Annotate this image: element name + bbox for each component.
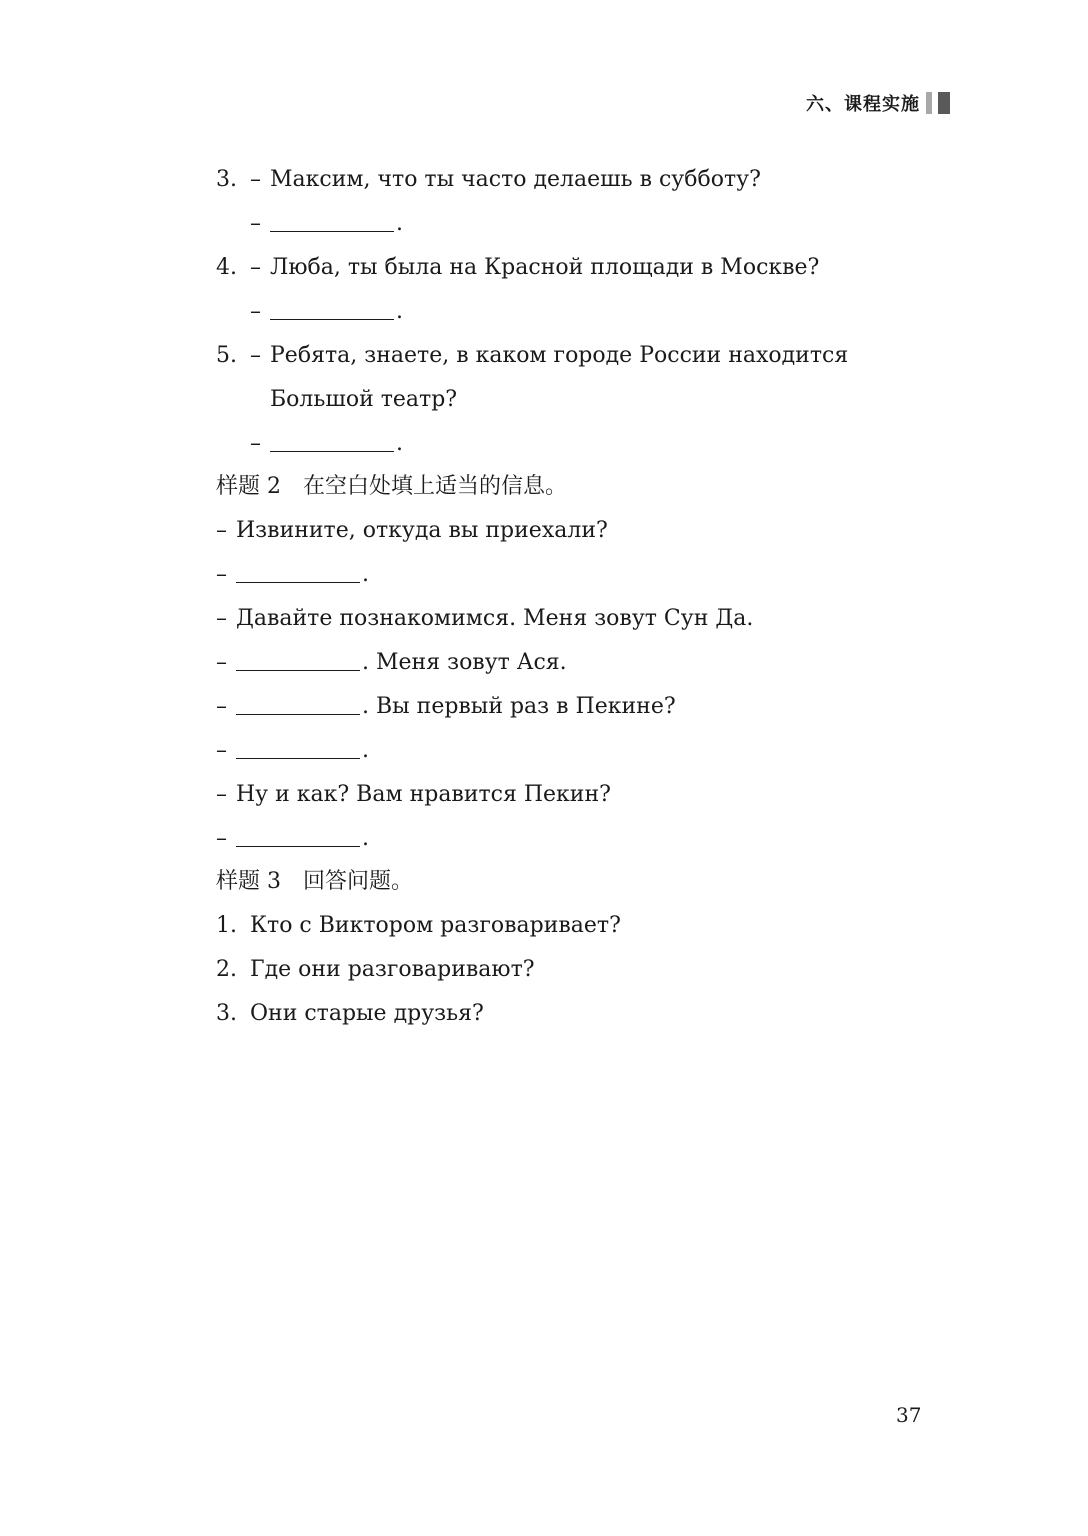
sample-3-question-2 bbox=[216, 955, 535, 985]
sample-3-heading bbox=[216, 867, 413, 897]
fill-in-blank[interactable] bbox=[270, 431, 394, 452]
dialogue-text: . Меня зовут Ася. bbox=[362, 650, 567, 675]
dialogue-line-3 bbox=[216, 604, 753, 634]
dialogue-text: . bbox=[362, 738, 369, 763]
fill-in-blank[interactable] bbox=[236, 650, 360, 671]
fill-in-blank[interactable] bbox=[236, 738, 360, 759]
dialogue-dash: – bbox=[250, 343, 261, 368]
question-number: 2. bbox=[216, 957, 237, 982]
fill-in-blank[interactable] bbox=[236, 694, 360, 715]
answer-blank-5 bbox=[250, 429, 403, 459]
sentence-end: . bbox=[396, 431, 403, 456]
dialogue-text: . Вы первый раз в Пекине? bbox=[362, 694, 676, 719]
dialogue-line-7 bbox=[216, 780, 611, 810]
sentence-end: . bbox=[396, 299, 403, 324]
dialogue-dash: – bbox=[216, 518, 227, 543]
question-3 bbox=[216, 165, 761, 195]
page-number: 37 bbox=[896, 1403, 922, 1427]
dialogue-dash: – bbox=[250, 299, 261, 324]
running-header bbox=[806, 90, 950, 116]
dialogue-line-6 bbox=[216, 736, 369, 766]
fill-in-blank[interactable] bbox=[236, 826, 360, 847]
dialogue-dash: – bbox=[216, 650, 227, 675]
chapter-title: 六、课程实施 bbox=[806, 94, 920, 115]
sample-label: 样题 2 bbox=[216, 474, 281, 499]
header-bar-dark bbox=[938, 92, 950, 114]
dialogue-text: . bbox=[362, 562, 369, 587]
fill-in-blank[interactable] bbox=[270, 211, 394, 232]
dialogue-dash: – bbox=[216, 738, 227, 763]
dialogue-line-5 bbox=[216, 692, 676, 722]
dialogue-dash: – bbox=[216, 562, 227, 587]
sample-instruction: 回答问题。 bbox=[303, 869, 414, 894]
question-4 bbox=[216, 253, 819, 283]
dialogue-text: Извините, откуда вы приехали? bbox=[236, 518, 608, 543]
dialogue-dash: – bbox=[250, 431, 261, 456]
question-5 bbox=[216, 341, 848, 371]
dialogue-dash: – bbox=[250, 167, 261, 192]
sentence-end: . bbox=[396, 211, 403, 236]
question-5-continuation bbox=[270, 385, 457, 415]
question-text: Кто с Виктором разговаривает? bbox=[250, 913, 621, 938]
dialogue-dash: – bbox=[250, 255, 261, 280]
header-bar-light bbox=[926, 92, 932, 114]
fill-in-blank[interactable] bbox=[270, 299, 394, 320]
dialogue-dash: – bbox=[250, 211, 261, 236]
question-number: 3. bbox=[216, 167, 237, 192]
dialogue-line-2 bbox=[216, 560, 369, 590]
dialogue-text: Ну и как? Вам нравится Пекин? bbox=[236, 782, 611, 807]
fill-in-blank[interactable] bbox=[236, 562, 360, 583]
dialogue-text: Давайте познакомимся. Меня зовут Сун Да. bbox=[236, 606, 754, 631]
question-text: Где они разговаривают? bbox=[250, 957, 535, 982]
question-text: Максим, что ты часто делаешь в субботу? bbox=[270, 167, 761, 192]
answer-blank-3 bbox=[250, 209, 403, 239]
question-number: 5. bbox=[216, 343, 237, 368]
sample-instruction: 在空白处填上适当的信息。 bbox=[303, 474, 568, 499]
question-number: 4. bbox=[216, 255, 237, 280]
dialogue-dash: – bbox=[216, 826, 227, 851]
dialogue-line-4 bbox=[216, 648, 567, 678]
sample-label: 样题 3 bbox=[216, 869, 281, 894]
dialogue-text: . bbox=[362, 826, 369, 851]
sample-3-question-1 bbox=[216, 911, 621, 941]
dialogue-dash: – bbox=[216, 694, 227, 719]
question-text: Большой театр? bbox=[270, 387, 458, 412]
sample-3-question-3 bbox=[216, 999, 484, 1029]
question-text: Ребята, знаете, в каком городе России находится bbox=[270, 343, 849, 368]
dialogue-dash: – bbox=[216, 606, 227, 631]
dialogue-dash: – bbox=[216, 782, 227, 807]
question-number: 1. bbox=[216, 913, 237, 938]
sample-2-heading bbox=[216, 472, 567, 502]
dialogue-line-1 bbox=[216, 516, 608, 546]
question-number: 3. bbox=[216, 1001, 237, 1026]
question-text: Люба, ты была на Красной площади в Москве? bbox=[270, 255, 820, 280]
question-text: Они старые друзья? bbox=[250, 1001, 484, 1026]
dialogue-line-8 bbox=[216, 824, 369, 854]
answer-blank-4 bbox=[250, 297, 403, 327]
